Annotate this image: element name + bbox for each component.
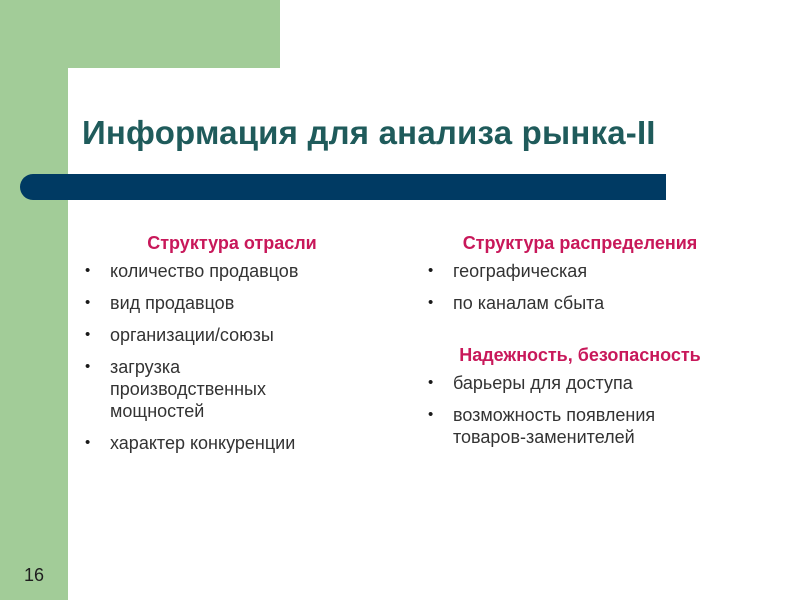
reliability-bullet-list xyxy=(425,372,765,448)
list-item-text: характер конкуренции xyxy=(110,433,296,453)
bullet-icon: • xyxy=(85,434,91,451)
left-column-heading: Структура отрасли xyxy=(147,233,317,253)
list-item xyxy=(425,292,765,314)
list-item-text: географическая xyxy=(453,261,588,281)
list-item xyxy=(425,372,765,394)
bullet-icon: • xyxy=(428,262,434,279)
list-item-text: по каналам сбыта xyxy=(453,293,605,313)
bullet-icon: • xyxy=(428,294,434,311)
list-item xyxy=(425,404,713,448)
list-item xyxy=(82,292,382,314)
list-item xyxy=(82,260,382,282)
bullet-icon: • xyxy=(428,406,434,423)
left-column xyxy=(82,232,382,464)
list-item xyxy=(82,324,382,346)
list-item xyxy=(82,432,382,454)
list-item-text: количество продавцов xyxy=(110,261,299,281)
list-item-text: барьеры для доступа xyxy=(453,373,633,393)
bullet-icon: • xyxy=(85,262,91,279)
bullet-icon: • xyxy=(85,358,91,375)
list-item-text: загрузка производственных мощностей xyxy=(110,357,266,421)
left-bullet-list xyxy=(82,260,382,454)
bullet-icon: • xyxy=(85,326,91,343)
bullet-icon: • xyxy=(428,374,434,391)
list-item xyxy=(82,356,320,422)
bullet-icon: • xyxy=(85,294,91,311)
list-item-text: вид продавцов xyxy=(110,293,235,313)
list-item xyxy=(425,260,765,282)
distribution-bullet-list xyxy=(425,260,765,314)
left-stripe-decoration xyxy=(0,0,68,600)
reliability-heading: Надежность, безопасность xyxy=(459,345,701,365)
title-underline-bar xyxy=(20,174,666,200)
page-number: 16 xyxy=(24,565,45,585)
list-item-text: организации/союзы xyxy=(110,325,274,345)
distribution-heading: Структура распределения xyxy=(462,233,698,253)
right-column xyxy=(425,232,765,458)
list-item-text: возможность появления товаров-заменителей xyxy=(453,405,656,447)
slide-title: Информация для анализа рынка-II xyxy=(82,114,656,151)
